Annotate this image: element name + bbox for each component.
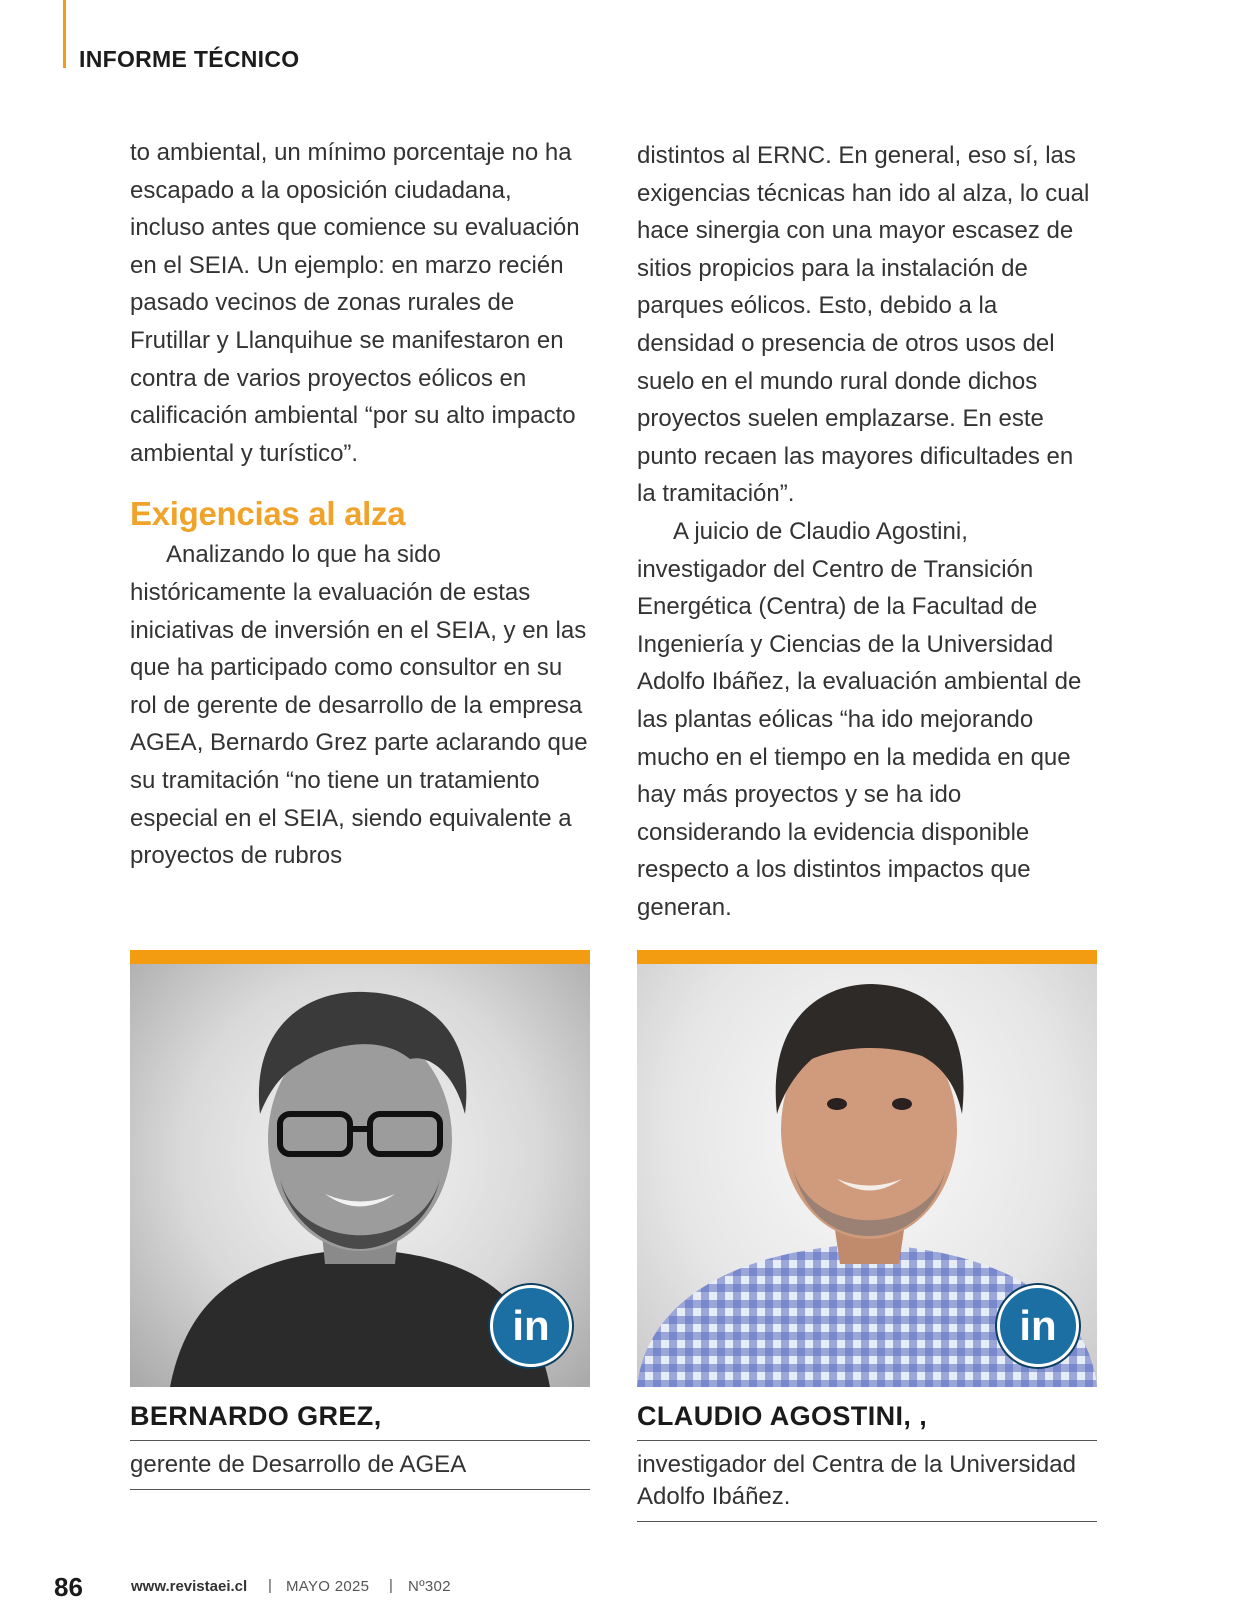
article-subheading: Exigencias al alza <box>130 495 406 533</box>
profile-photo <box>130 964 590 1387</box>
article-paragraph: Analizando lo que ha sido históricamente la evaluación de estas iniciativas de inversión en el SEIA, y en las que ha participado como consultor en su rol de gerente de desarrollo de la empresa AGEA, Bernardo Grez parte aclarando que su tramitación “no tiene un tratamiento especial en el SEIA, siendo equivalente a proyectos de rubros <box>130 541 588 870</box>
footer-separator: | <box>389 1577 393 1594</box>
footer-site-link[interactable]: www.revistaei.cl <box>131 1578 248 1595</box>
footer-separator: | <box>268 1577 272 1594</box>
profile-accent-bar <box>130 950 590 964</box>
article-column-right <box>637 137 1097 926</box>
header-accent-rule <box>63 0 66 68</box>
profile-role: investigador del Centra de la Universidad Adolfo Ibáñez. <box>637 1441 1097 1522</box>
footer-date: MAYO 2025 <box>286 1578 370 1595</box>
article-paragraph: distintos al ERNC. En general, eso sí, las exigencias técnicas han ido al alza, lo cual hace sinergia con una mayor escasez de sitios propicios para la instalación de parques eólicos. Esto, debido a la densidad o presencia de otros usos del suelo en el mundo rural donde dichos proyectos suelen emplazarse. En este punto recaen las mayores dificultades en la tramitación”. <box>637 142 1090 508</box>
linkedin-icon[interactable]: in <box>997 1285 1079 1367</box>
profile-name: BERNARDO GREZ, <box>130 1401 590 1441</box>
profile-role: gerente de Desarrollo de AGEA <box>130 1441 590 1490</box>
profile-name: CLAUDIO AGOSTINI, , <box>637 1401 1097 1441</box>
page-footer <box>0 1572 1240 1606</box>
footer-issue: Nº302 <box>408 1578 451 1595</box>
page-number: 86 <box>54 1572 83 1602</box>
profile-card-bernardo-grez <box>130 950 590 1490</box>
profile-accent-bar <box>637 950 1097 964</box>
profile-card-claudio-agostini <box>637 950 1097 1522</box>
linkedin-icon[interactable]: in <box>490 1285 572 1367</box>
section-label: INFORME TÉCNICO <box>79 46 300 72</box>
article-paragraph: to ambiental, un mínimo porcentaje no ha escapado a la oposición ciudadana, incluso antes que comience su evaluación en el SEIA. Un ejemplo: en marzo recién pasado vecinos de zonas rurales de Frutillar y Llanquihue se manifestaron en contra de varios proyectos eólicos en calificación ambiental “por su alto impacto ambiental y turístico”. <box>130 139 580 467</box>
profile-photo <box>637 964 1097 1387</box>
article-column-left <box>130 134 590 875</box>
article-paragraph: A juicio de Claudio Agostini, investigador del Centro de Transición Energética (Centra) de la Facultad de Ingeniería y Ciencias de la Universidad Adolfo Ibáñez, la evaluación ambiental de las plantas eólicas “ha ido mejorando mucho en el tiempo en la medida en que hay más proyectos y se ha ido considerando la evidencia disponible respecto a los distintos impactos que generan. <box>637 517 1082 921</box>
